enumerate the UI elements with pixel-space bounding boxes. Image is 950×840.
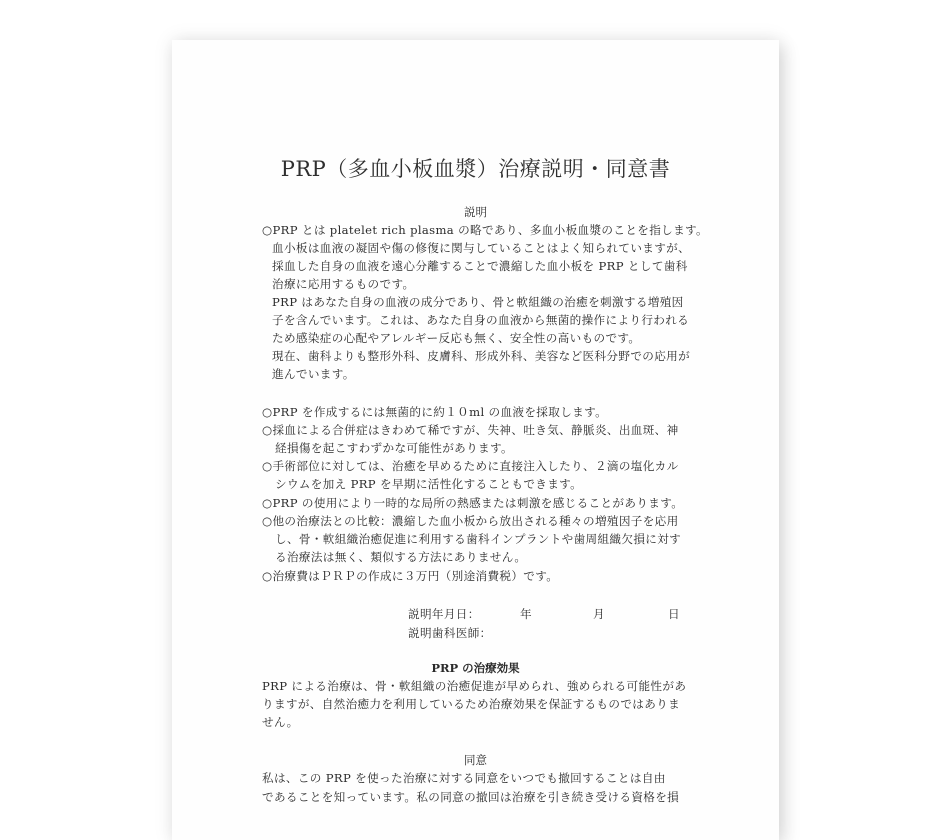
date-month-label: 月 bbox=[593, 607, 605, 621]
explanation-line: PRP はあなた自身の血液の成分であり、骨と軟組織の治癒を刺激する増殖因 bbox=[272, 295, 684, 309]
explaining-dentist-label: 説明歯科医師： bbox=[408, 626, 492, 640]
bullet-line: ○他の治療法との比較：濃縮した血小板から放出される種々の増殖因子を応用 bbox=[262, 514, 679, 528]
bullet-line: る治療法は無く、類似する方法にありません。 bbox=[275, 550, 527, 564]
bullet-line: ○採血による合併症はきわめて稀ですが、失神、吐き気、静脈炎、出血斑、神 bbox=[262, 423, 679, 437]
bullet-line: ○手術部位に対しては、治癒を早めるために直接注入したり、２滴の塩化カル bbox=[262, 459, 679, 473]
explanation-line: 血小板は血液の凝固や傷の修復に関与していることはよく知られていますが、 bbox=[272, 241, 691, 255]
date-day-label: 日 bbox=[668, 607, 680, 621]
explanation-line: 採血した自身の血液を遠心分離することで濃縮した血小板を PRP として歯科 bbox=[272, 259, 688, 273]
explanation-line: 治療に応用するものです。 bbox=[272, 277, 415, 291]
bullet-line: し、骨・軟組織治癒促進に利用する歯科インプラントや歯周組織欠損に対す bbox=[275, 532, 682, 546]
explanation-date-label: 説明年月日： bbox=[408, 607, 480, 621]
effect-line: りますが、自然治癒力を利用しているため治療効果を保証するものではありま bbox=[262, 697, 681, 711]
explanation-line: 現在、歯科よりも整形外科、皮膚科、形成外科、美容など医科分野での応用が bbox=[272, 349, 691, 363]
consent-line: であることを知っています。私の同意の撤回は治療を引き続き受ける資格を損 bbox=[262, 790, 680, 804]
effect-line: PRP による治療は、骨・軟組織の治癒促進が早められ、強められる可能性があ bbox=[262, 679, 687, 693]
consent-line: 私は、この PRP を使った治療に対する同意をいつでも撤回することは自由 bbox=[262, 771, 666, 785]
bullet-line: ○PRP の使用により一時的な局所の熱感または刺激を感じることがあります。 bbox=[262, 496, 684, 510]
explanation-heading: 説明 bbox=[464, 205, 487, 219]
date-year-label: 年 bbox=[520, 607, 532, 621]
document-page bbox=[172, 40, 779, 840]
explanation-line: 子を含んでいます。これは、あなた自身の血液から無菌的操作により行われる bbox=[272, 313, 690, 327]
bullet-line: ○治療費はＰＲＰの作成に３万円（別途消費税）です。 bbox=[262, 569, 559, 583]
bullet-line: シウムを加え PRP を早期に活性化することもできます。 bbox=[275, 477, 583, 491]
explanation-line: ため感染症の心配やアレルギー反応も無く、安全性の高いものです。 bbox=[272, 331, 641, 345]
bullet-line: 経損傷を起こすわずかな可能性があります。 bbox=[275, 441, 513, 455]
effect-line: せん。 bbox=[262, 715, 299, 729]
bullet-line: ○PRP を作成するには無菌的に約１０ml の血液を採取します。 bbox=[262, 405, 608, 419]
effect-heading: PRP の治療効果 bbox=[431, 661, 520, 675]
consent-heading: 同意 bbox=[464, 753, 487, 767]
explanation-line: 進んでいます。 bbox=[272, 367, 355, 381]
explanation-line: ○PRP とは platelet rich plasma の略であり、多血小板血漿のことを指します。 bbox=[262, 223, 709, 237]
document-title: PRP（多血小板血漿）治療説明・同意書 bbox=[280, 157, 671, 181]
